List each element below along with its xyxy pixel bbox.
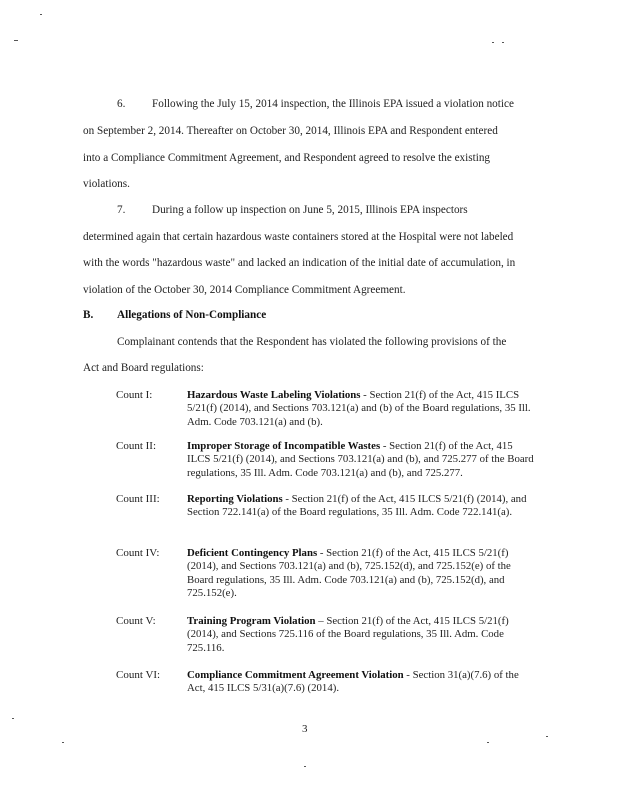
count-body bbox=[187, 389, 537, 429]
count-title: Hazardous Waste Labeling Violations bbox=[187, 389, 361, 401]
scan-speck bbox=[40, 14, 42, 15]
scan-speck bbox=[62, 742, 64, 743]
count-body bbox=[187, 440, 537, 480]
paragraph-line: violations. bbox=[83, 178, 130, 190]
count-title: Improper Storage of Incompatible Wastes bbox=[187, 440, 381, 452]
paragraph-line: violation of the October 30, 2014 Compliance Commitment Agreement. bbox=[83, 284, 406, 296]
count-text: - Section 21(f) of the Act, 415 ILCS 5/21(f) (2014), and Sections 703.121(a) and (b), and 725.277 of the Board regulations, 35 Ill. Adm. Code 703.121(a) and (b), and 725.277. bbox=[187, 440, 534, 479]
paragraph-line: During a follow up inspection on June 5, 2015, Illinois EPA inspectors bbox=[152, 204, 468, 216]
paragraph-line: on September 2, 2014. Thereafter on October 30, 2014, Illinois EPA and Respondent entered bbox=[83, 125, 498, 137]
scan-speck bbox=[304, 766, 306, 767]
scan-speck bbox=[502, 42, 504, 43]
scan-speck bbox=[546, 736, 548, 737]
count-title: Deficient Contingency Plans bbox=[187, 547, 318, 559]
count-body bbox=[187, 547, 537, 601]
count-text: - Section 21(f) of the Act, 415 ILCS 5/21(f) (2014), and Sections 703.121(a) and (b), 725.152(d), and 725.152(e) of the Board regulations, 35 Ill. Adm. Code 703.121(a) and (b), 725.152(d), and 725.152(e). bbox=[187, 547, 511, 600]
paragraph-number: 6. bbox=[117, 98, 126, 110]
paragraph-number: 7. bbox=[117, 204, 126, 216]
count-label: Count VI: bbox=[116, 669, 161, 681]
scan-speck bbox=[487, 742, 489, 743]
section-title: Allegations of Non-Compliance bbox=[117, 309, 267, 321]
paragraph-line: Following the July 15, 2014 inspection, the Illinois EPA issued a violation notice bbox=[152, 98, 514, 110]
scan-speck bbox=[12, 718, 14, 719]
count-title: Compliance Commitment Agreement Violation bbox=[187, 669, 404, 681]
count-label: Count II: bbox=[116, 440, 157, 452]
count-text: - Section 21(f) of the Act, 415 ILCS 5/21(f) (2014), and Sections 703.121(a) and (b) of the Board regulations, 35 Ill. Adm. Code 703.121(a) and (b). bbox=[187, 389, 531, 428]
paragraph-line: determined again that certain hazardous waste containers stored at the Hospital were not labeled bbox=[83, 231, 514, 243]
count-title: Reporting Violations bbox=[187, 493, 283, 505]
count-body bbox=[187, 615, 537, 655]
scan-speck bbox=[492, 42, 494, 43]
paragraph-line: into a Compliance Commitment Agreement, and Respondent agreed to resolve the existing bbox=[83, 152, 491, 164]
count-label: Count IV: bbox=[116, 547, 160, 559]
section-letter: B. bbox=[83, 309, 94, 321]
count-label: Count I: bbox=[116, 389, 153, 401]
count-title: Training Program Violation bbox=[187, 615, 316, 627]
count-text: – Section 21(f) of the Act, 415 ILCS 5/21(f) (2014), and Sections 725.116 of the Board regulations, 35 Ill. Adm. Code 725.116. bbox=[187, 615, 509, 654]
count-body bbox=[187, 669, 537, 696]
section-intro-line: Act and Board regulations: bbox=[83, 362, 204, 374]
count-body bbox=[187, 493, 537, 520]
count-label: Count V: bbox=[116, 615, 156, 627]
section-intro-line: Complainant contends that the Respondent has violated the following provisions of the bbox=[117, 336, 507, 348]
count-label: Count III: bbox=[116, 493, 160, 505]
count-text: - Section 31(a)(7.6) of the Act, 415 ILCS 5/31(a)(7.6) (2014). bbox=[187, 669, 519, 695]
scan-speck bbox=[14, 40, 18, 41]
page-number: 3 bbox=[302, 723, 308, 735]
paragraph-line: with the words "hazardous waste" and lacked an indication of the initial date of accumulation, in bbox=[83, 257, 516, 269]
count-text: - Section 21(f) of the Act, 415 ILCS 5/21(f) (2014), and Section 722.141(a) of the Board regulations, 35 Ill. Adm. Code 722.141(a). bbox=[187, 493, 527, 519]
